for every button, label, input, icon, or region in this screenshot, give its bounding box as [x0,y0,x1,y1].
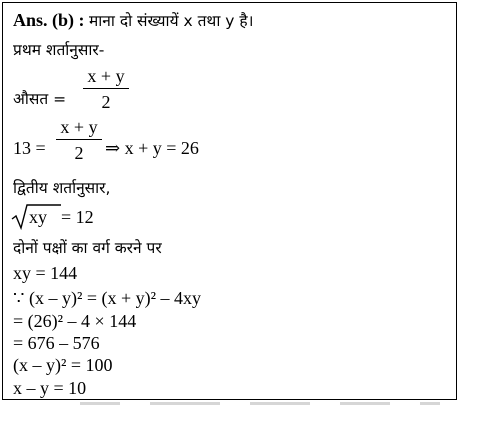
answer-label: Ans. (b) [13,10,75,30]
fraction-bar [56,139,102,140]
step-line: = 676 – 576 [13,333,100,353]
answer-line [13,9,253,32]
radicand: xy [29,207,47,227]
step-line: x – y = 10 [13,378,87,398]
mean-label [13,87,66,110]
answer-intro: माना दो संख्यायें x तथा y है। [89,12,254,30]
equation-numerator: x + y [60,117,98,137]
step-line: ∵ (x – y)² = (x + y)² – 4xy [13,288,202,308]
mean-numerator: x + y [87,66,125,86]
fraction-bar [83,88,129,89]
answer-separator: : [78,10,85,30]
mean-word: औसत = [13,90,67,108]
equation-rhs: ⇒ x + y = 26 [105,138,199,158]
second-condition: द्वितीय शर्तानुसार, [13,179,111,197]
equation-denominator: 2 [74,143,84,163]
mean-denominator: 2 [101,92,111,112]
equation-lhs: 13 = [13,138,46,158]
step-line: (x – y)² = 100 [13,355,113,375]
root-rhs: = 12 [61,207,94,227]
clipped-next-line [60,402,440,412]
solution-box [2,2,457,400]
mean-fraction [83,65,129,113]
step-line: xy = 144 [13,263,78,283]
equation-fraction [56,116,102,164]
squaring-note: दोनों पक्षों का वर्ग करने पर [13,239,162,257]
step-line: = (26)² – 4 × 144 [13,311,137,331]
first-condition: प्रथम शर्तानुसार- [13,41,105,59]
